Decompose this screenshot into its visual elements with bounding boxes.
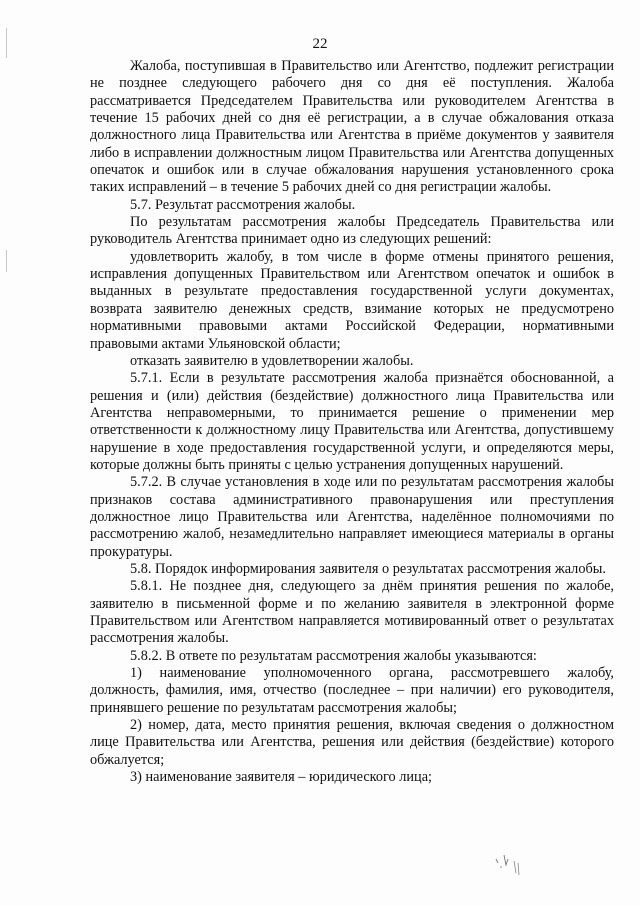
paragraph-5-8-heading: 5.8. Порядок информирования заявителя о результатах рассмотрения жалобы. bbox=[130, 560, 606, 577]
paragraph-5-8-2: 5.8.2. В ответе по результатам рассмотрения жалобы указываются: bbox=[130, 647, 537, 664]
page-number: 22 bbox=[312, 36, 328, 52]
scan-edge-mark bbox=[6, 250, 7, 272]
paragraph-refuse-complaint: отказать заявителю в удовлетворении жалобы. bbox=[130, 352, 414, 369]
paragraph-complaint-registration: Жалоба, поступившая в Правительство или Агентство, подлежит регистрации не позднее следующего рабочего дня со дня её поступления. Жалоба рассматривается Председателем Правительства или руководителем Агентства в течение 15 рабочих дней со дня её регистрации, а в случае обжалования отказа должностного лица Правительства или Агентства в приёме документов у заявителя либо в исправлении должностным лицом Правительства или Агентства допущенных опечаток и ошибок или в случае обжалования нарушения установленного срока таких исправлений – в течение 5 рабочих дней со дня регистрации жалобы. bbox=[90, 58, 614, 196]
paragraph-satisfy-complaint: удовлетворить жалобу, в том числе в форме отмены принятого решения, исправления допущенных Правительством или Агентством опечаток и ошибок в выданных в результате предоставления государственной услуги документах, возврата заявителю денежных средств, взимание которых не предусмотрено нормативными правовыми актами Российской Федерации, нормативными правовыми актами Ульяновской области; bbox=[90, 248, 614, 352]
pen-mark-icon bbox=[492, 853, 532, 883]
paragraph-5-7-2: 5.7.2. В случае установления в ходе или по результатам рассмотрения жалобы признаков состава административного правонарушения или преступления должностное лицо Правительства или Агентства, наделённое полномочиями по рассмотрению жалоб, незамедлительно направляет имеющиеся материалы в органы прокуратуры. bbox=[90, 474, 614, 560]
paragraph-5-7-heading: 5.7. Результат рассмотрения жалобы. bbox=[130, 196, 356, 213]
paragraph-5-8-1: 5.8.1. Не позднее дня, следующего за днём принятия решения по жалобе, заявителю в письменной форме и по желанию заявителя в электронной форме Правительством или Агентством направляется мотивированный ответ о результатах рассмотрения жалобы. bbox=[90, 578, 614, 647]
paragraph-decision-intro: По результатам рассмотрения жалобы Председатель Правительства или руководитель Агентства принимает одно из следующих решений: bbox=[90, 214, 614, 248]
list-item-1: 1) наименование уполномоченного органа, рассмотревшего жалобу, должность, фамилия, имя, отчество (последнее – при наличии) его руководителя, принявшего решение по результатам рассмотрения жалобы; bbox=[90, 665, 614, 716]
document-body bbox=[90, 58, 614, 786]
paragraph-5-7-1: 5.7.1. Если в результате рассмотрения жалоба признаётся обоснованной, а решения и (или) действия (бездействие) должностного лица Правительства или Агентства неправомерными, то принимается решение о применении мер ответственности к должностному лицу Правительства или Агентства, допустившему нарушение в ходе предоставления государственной услуги, и определяются меры, которые должны быть приняты с целью устранения допущенных нарушений. bbox=[90, 370, 614, 473]
list-item-3: 3) наименование заявителя – юридического лица; bbox=[130, 769, 433, 786]
list-item-2: 2) номер, дата, место принятия решения, включая сведения о должностном лице Правительства или Агентства, решения или действия (бездействие) которого обжалуется; bbox=[90, 717, 614, 768]
